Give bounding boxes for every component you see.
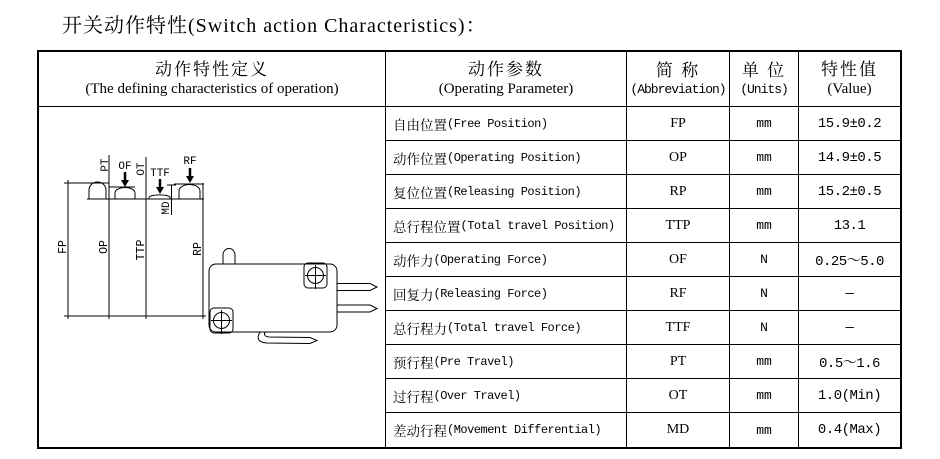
param-zh: 差动行程 [393,424,447,439]
header-zh: 动作特性定义 [155,60,269,79]
value-cell: — [799,311,900,345]
param-en: (Total travel Force) [447,320,582,335]
header-units [730,52,799,107]
unit-cell: mm [730,175,799,209]
table-row-param [386,277,627,311]
value-cell: 14.9±0.5 [799,141,900,175]
terminal-lower [337,305,377,312]
switch-diagram [39,107,386,447]
value-cell: 0.25～5.0 [799,243,900,277]
of-label: OF [117,161,132,173]
param-zh: 自由位置 [393,117,447,133]
value-cell: — [799,277,900,311]
header-en: (The defining characteristics of operation) [85,81,339,98]
header-value [799,52,900,107]
ttf-label: TTF [149,168,170,180]
abbr-cell: RF [627,277,730,311]
header-defining-characteristics [39,52,386,107]
header-zh: 简 称 [655,61,701,81]
header-zh: 单 位 [741,61,787,81]
header-abbreviation [627,52,730,107]
switch-body [209,264,337,332]
terminal-upper [337,284,377,291]
unit-cell: N [730,311,799,345]
param-zh: 动作位置 [393,151,447,167]
op-column-label: OP [97,240,111,254]
abbr-cell: PT [627,345,730,379]
page-title: 开关动作特性(Switch action Characteristics)： [62,15,487,37]
unit-cell: mm [730,107,799,141]
switch-action-diagram [40,107,385,447]
abbr-cell: FP [627,107,730,141]
ttf-arrow-shaft [158,179,161,188]
table-row-param [386,175,627,209]
value-cell: 1.0(Min) [799,379,900,413]
header-zh: 动作参数 [468,60,544,79]
terminal-bottom-lever [258,332,317,344]
switch-plunger [223,249,235,265]
param-en: (Over Travel) [433,388,521,403]
abbr-cell: OF [627,243,730,277]
param-en: (Free Position) [447,116,548,131]
abbr-cell: OP [627,141,730,175]
of-arrow-head [121,180,129,187]
table-row-param [386,311,627,345]
unit-cell: mm [730,413,799,447]
abbr-cell: TTP [627,209,730,243]
abbr-cell: TTF [627,311,730,345]
total-travel-plunger [149,195,170,199]
abbr-cell: RP [627,175,730,209]
releasing-position-plunger [179,185,200,200]
table-row-param [386,141,627,175]
table-row-param [386,209,627,243]
param-zh: 总行程位置 [393,219,461,235]
unit-cell: mm [730,379,799,413]
unit-cell: mm [730,209,799,243]
param-en: (Pre Travel) [433,354,514,369]
param-zh: 复位位置 [393,185,447,201]
rf-arrow-head [186,176,194,183]
param-en: (Movement Differential) [447,423,602,437]
table-row-param [386,413,627,447]
of-arrow-shaft [123,172,126,181]
rf-arrow-shaft [188,168,191,177]
header-zh: 特性值 [821,60,878,79]
header-en: (Operating Parameter) [438,81,574,98]
free-position-plunger [89,182,106,199]
value-cell: 0.5～1.6 [799,345,900,379]
param-zh: 过行程 [393,389,434,405]
rf-label: RF [182,156,197,168]
value-cell: 15.2±0.5 [799,175,900,209]
param-en: (Releasing Force) [433,286,548,301]
param-zh: 动作力 [393,253,434,269]
header-en: (Units) [740,81,788,97]
ot-label: OT [135,162,148,176]
header-operating-parameter [386,52,627,107]
ttf-arrow-head [156,187,164,194]
fp-column-label: FP [56,240,70,254]
param-en: (Releasing Position) [447,184,582,199]
rp-column-label: RP [191,242,205,256]
pt-label: PT [99,158,112,172]
unit-cell: mm [730,345,799,379]
table-row-param [386,345,627,379]
param-zh: 预行程 [393,355,434,371]
param-en: (Operating Position) [447,150,582,165]
abbr-cell: MD [627,413,730,447]
ttp-column-label: TTP [134,239,148,261]
value-cell: 0.4(Max) [817,422,882,438]
unit-cell: mm [730,141,799,175]
header-en: (Abbreviation) [630,81,726,97]
param-en: (Total travel Position) [460,218,615,233]
value-cell: 13.1 [799,209,900,243]
characteristics-table [37,50,902,449]
unit-cell: N [730,277,799,311]
unit-cell: N [730,243,799,277]
param-en: (Operating Force) [433,252,548,267]
param-zh: 总行程力 [393,321,447,337]
header-en: (Value) [827,81,872,98]
abbr-cell: OT [627,379,730,413]
md-label: MD [160,201,173,215]
value-cell: 15.9±0.2 [799,107,900,141]
table-row-param [386,107,627,141]
table-row-param [386,379,627,413]
table-row-param [386,243,627,277]
param-zh: 回复力 [393,287,434,303]
operating-position-plunger [115,188,135,200]
